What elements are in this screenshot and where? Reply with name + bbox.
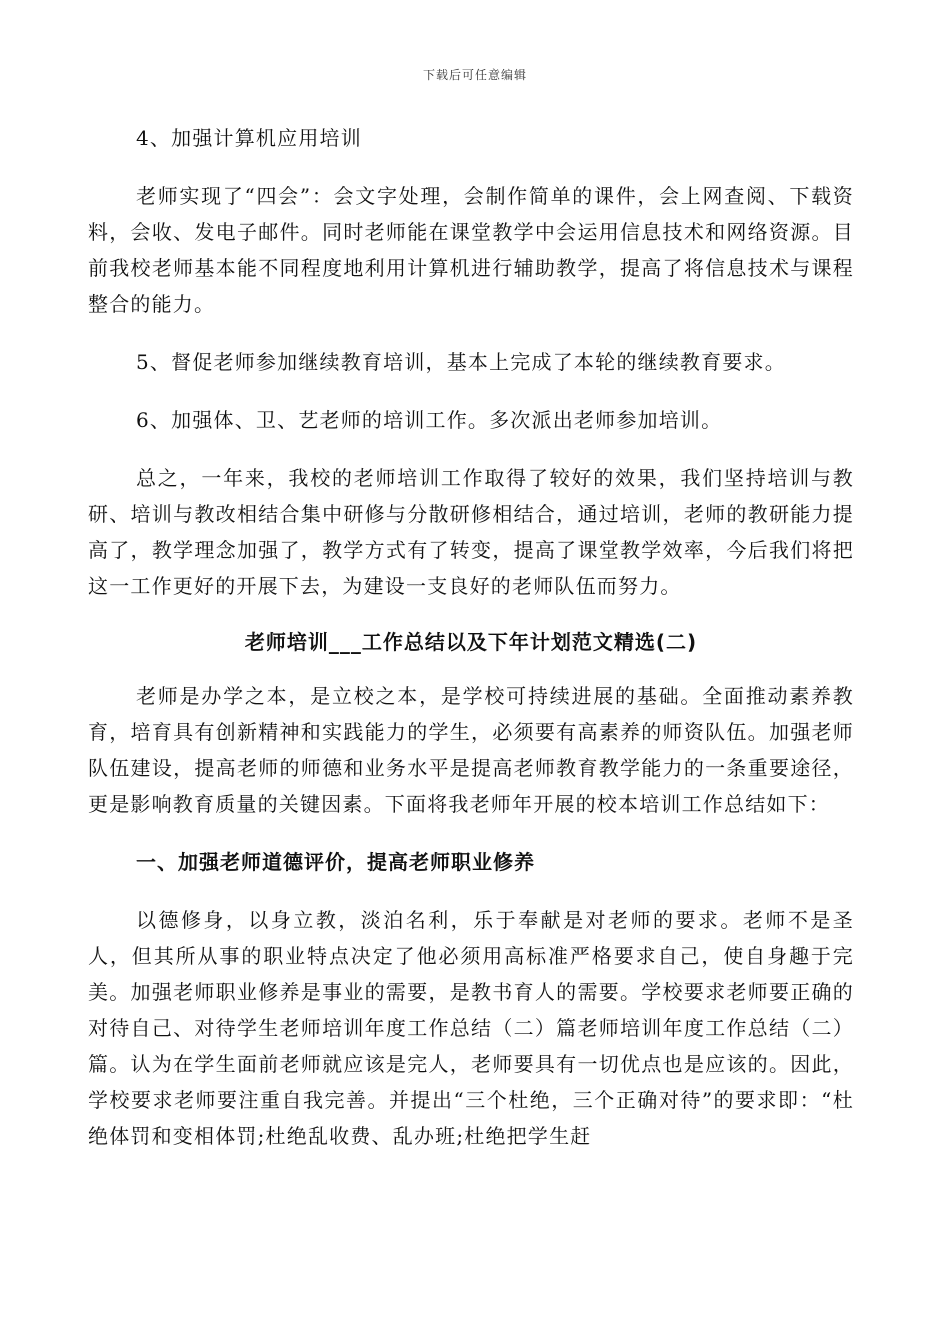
paragraph-four-skills: 老师实现了“四会”：会文字处理，会制作简单的课件，会上网查阅、下载资料，会收、发电子邮件。同时老师能在课堂教学中会运用信息技术和网络资源。目前我校老师基本能不同程度地利用计算机进行辅助教学，提高了将信息技术与课程整合的能力。 [88,184,854,316]
paragraph-ethics: 以德修身，以身立教，淡泊名利，乐于奉献是对老师的要求。老师不是圣人，但其所从事的职业特点决定了他必须用高标准严格要求自己，使自身趣于完美。加强老师职业修养是事业的需要，是教书育人的需要。学校要求老师要正确的对待自己、对待学生老师培训年度工作总结（二）篇老师培训年度工作总结（二）篇。认为在学生面前老师就应该是完人，老师要具有一切优点也是应该的。因此，学校要求老师要注重自我完善。并提出“三个杜绝，三个正确对待”的要求即：“杜绝体罚和变相体罚;杜绝乱收费、乱办班;杜绝把学生赶 [88,908,854,1148]
document-body [88,120,854,1154]
paragraph-summary: 总之，一年来，我校的老师培训工作取得了较好的效果，我们坚持培训与教研、培训与教改相结合集中研修与分散研修相结合，通过培训，老师的教研能力提高了，教学理念加强了，教学方式有了转变，提高了课堂教学效率，今后我们将把这一工作更好的开展下去，为建设一支良好的老师队伍而努力。 [88,466,854,598]
section-title: 老师培训___工作总结以及下年计划范文精选(二) [244,630,698,654]
page-header: 下载后可任意编辑 [422,68,527,82]
list-item-6: 6、加强体、卫、艺老师的培训工作。多次派出老师参加培训。 [136,408,723,432]
paragraph-intro: 老师是办学之本，是立校之本，是学校可持续进展的基础。全面推动素养教育，培育具有创新精神和实践能力的学生，必须要有高素养的师资队伍。加强老师队伍建设，提高老师的师德和业务水平是提高老师教育教学能力的一条重要途径，更是影响教育质量的关键因素。下面将我老师年开展的校本培训工作总结如下： [88,684,854,816]
list-item-4: 4、加强计算机应用培训 [136,126,362,150]
list-item-5: 5、督促老师参加继续教育培训，基本上完成了本轮的继续教育要求。 [136,350,786,374]
section-heading-1: 一、加强老师道德评价，提高老师职业修养 [136,850,535,874]
